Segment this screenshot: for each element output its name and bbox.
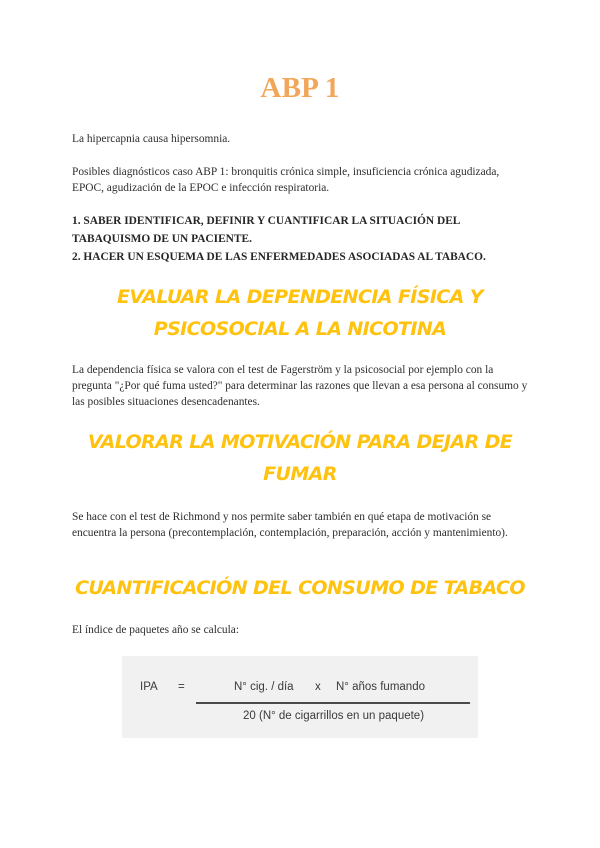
objective-line-1: 1. SABER IDENTIFICAR, DEFINIR Y CUANTIFICAR LA SITUACIÓN DEL [72, 215, 461, 227]
section-heading-line: EVALUAR LA DEPENDENCIA FÍSICA Y [117, 286, 483, 308]
intro-paragraph-1: La hipercapnia causa hipersomnia. [72, 133, 231, 145]
formula-numerator-years: N° años fumando [336, 681, 425, 693]
page-title: ABP 1 [260, 72, 340, 104]
section-heading-line: VALORAR LA MOTIVACIÓN PARA DEJAR DE [87, 431, 513, 453]
section-heading-line: FUMAR [263, 463, 337, 485]
section-heading-line: CUANTIFICACIÓN DEL CONSUMO DE TABACO [75, 577, 525, 599]
section-heading-line: PSICOSOCIAL A LA NICOTINA [153, 318, 447, 340]
section-body-quantification: El índice de paquetes año se calcula: [72, 624, 239, 636]
section-body-dependence: La dependencia física se valora con el test de Fagerström y la psicosocial por ejemplo con la pregunta "¿Por qué fuma usted?" para determinar las razones que llevan a esa persona al consumo y las posibles situaciones desencadenantes. [72, 364, 528, 408]
section-heading-motivation [60, 426, 540, 490]
formula-denominator: 20 (N° de cigarrillos en un paquete) [243, 710, 425, 722]
objective-line-2: TABAQUISMO DE UN PACIENTE. [72, 233, 252, 245]
formula-equals: = [178, 681, 185, 693]
fraction-bar [196, 702, 470, 704]
section-body-motivation: Se hace con el test de Richmond y nos permite saber también en qué etapa de motivación se encuentra la persona (precontemplación, contemplación, preparación, acción y mantenimiento). [72, 511, 508, 539]
formula-label: IPA [140, 681, 158, 693]
objective-line-3: 2. HACER UN ESQUEMA DE LAS ENFERMEDADES ASOCIADAS AL TABACO. [72, 251, 486, 263]
ipa-formula-image [122, 656, 478, 738]
section-heading-dependence [60, 281, 540, 345]
intro-paragraph-2: Posibles diagnósticos caso ABP 1: bronquitis crónica simple, insuficiencia crónica agudizada, EPOC, agudización de la EPOC e infección respiratoria. [72, 166, 500, 194]
section-heading-quantification [60, 572, 540, 604]
formula-times: x [315, 681, 321, 693]
formula-numerator-cigarettes: N° cig. / día [234, 681, 294, 693]
